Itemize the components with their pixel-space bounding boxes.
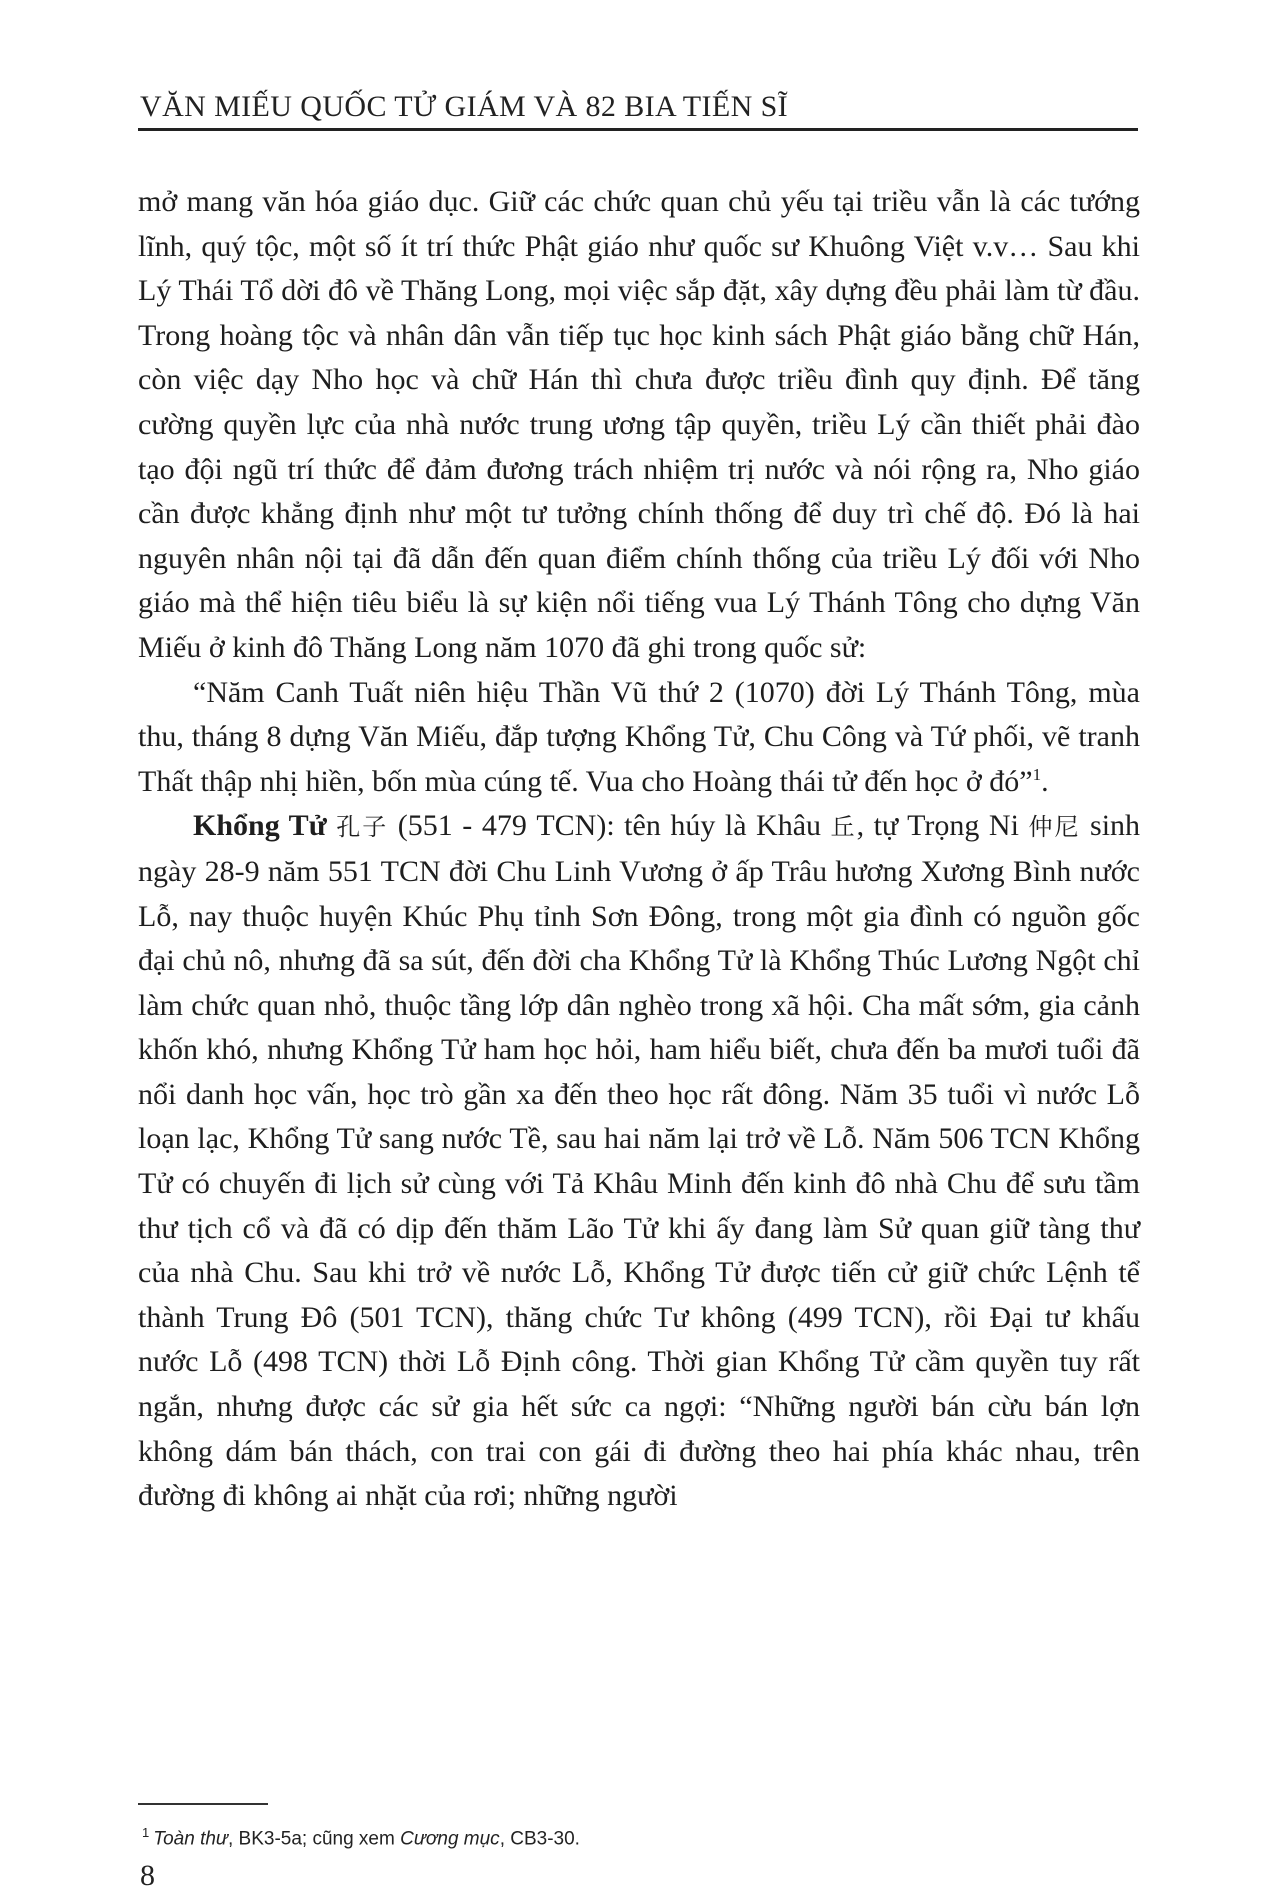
footnote-separator xyxy=(138,1803,268,1805)
paragraph-3-part-b: , tự Trọng Ni xyxy=(856,809,1029,843)
footnote-source-2: Cương mục xyxy=(400,1828,500,1850)
header-rule xyxy=(138,128,1138,131)
cjk-name-2: 丘 xyxy=(830,813,857,842)
paragraph-3 xyxy=(138,804,1140,1519)
footnote-text-1: , BK3-5a; cũng xem xyxy=(227,1828,401,1850)
footnote xyxy=(142,1825,580,1850)
quote-end: . xyxy=(1041,764,1049,798)
quote-text: “Năm Canh Tuất niên hiệu Thần Vũ thứ 2 (1070) đời Lý Thánh Tông, mùa thu, tháng 8 dựng Văn Miếu, đắp tượng Khổng Tử, Chu Công và Tứ phối, vẽ tranh Thất thập nhị hiền, bốn mùa cúng tế. Vua cho Hoàng thái tử đến học ở đó” xyxy=(138,675,1140,798)
footnote-text-2: , CB3-30. xyxy=(499,1828,580,1850)
paragraph-2 xyxy=(138,671,1140,805)
running-header xyxy=(138,84,1138,128)
cjk-name-3: 仲尼 xyxy=(1028,813,1081,842)
footnote-source-1: Toàn thư xyxy=(153,1828,228,1850)
footnote-reference[interactable]: 1 xyxy=(1032,764,1042,784)
term-khong-tu: Khổng Tử xyxy=(193,809,327,843)
cjk-name-1: 孔子 xyxy=(336,813,389,842)
paragraph-3-part-a: (551 - 479 TCN): tên húy là Khâu xyxy=(388,809,831,843)
footnote-mark: 1 xyxy=(142,1825,150,1840)
header-title: VĂN MIẾU QUỐC TỬ GIÁM VÀ 82 BIA TIẾN SĨ xyxy=(140,90,789,123)
body-text xyxy=(138,180,1140,1519)
paragraph-3-part-c: sinh ngày 28-9 năm 551 TCN đời Chu Linh Vương ở ấp Trâu hương Xương Bình nước Lỗ, nay thuộc huyện Khúc Phụ tỉnh Sơn Đông, trong một gia đình có nguồn gốc đại chủ nô, nhưng đã sa sút, đến đời cha Khổng Tử là Khổng Thúc Lương Ngột chỉ làm chức quan nhỏ, thuộc tầng lớp dân nghèo trong xã hội. Cha mất sớm, gia cảnh khốn khó, nhưng Khổng Tử ham học hỏi, ham hiểu biết, chưa đến ba mươi tuổi đã nổi danh học vấn, học trò gần xa đến theo học rất đông. Năm 35 tuổi vì nước Lỗ loạn lạc, Khổng Tử sang nước Tề, sau hai năm lại trở về Lỗ. Năm 506 TCN Khổng Tử có chuyến đi lịch sử cùng với Tả Khâu Minh đến kinh đô nhà Chu để sưu tầm thư tịch cổ và đã có dịp đến thăm Lão Tử khi ấy đang làm Sử quan giữ tàng thư của nhà Chu. Sau khi trở về nước Lỗ, Khổng Tử được tiến cử giữ chức Lệnh tể thành Trung Đô (501 TCN), thăng chức Tư không (499 TCN), rồi Đại tư khấu nước Lỗ (498 TCN) thời Lỗ Định công. Thời gian Khổng Tử cầm quyền tuy rất ngắn, nhưng được các sử gia hết sức ca ngợi: “Những người bán cừu bán lợn không dám bán thách, con trai con gái đi đường theo hai phía khác nhau, trên đường đi không ai nhặt của rơi; những người xyxy=(138,809,1141,1513)
paragraph-1: mở mang văn hóa giáo dục. Giữ các chức quan chủ yếu tại triều vẫn là các tướng lĩnh, quý tộc, một số ít trí thức Phật giáo như quốc sư Khuông Việt v.v… Sau khi Lý Thái Tổ dời đô về Thăng Long, mọi việc sắp đặt, xây dựng đều phải làm từ đầu. Trong hoàng tộc và nhân dân vẫn tiếp tục học kinh sách Phật giáo bằng chữ Hán, còn việc dạy Nho học và chữ Hán thì chưa được triều đình quy định. Để tăng cường quyền lực của nhà nước trung ương tập quyền, triều Lý cần thiết phải đào tạo đội ngũ trí thức để đảm đương trách nhiệm trị nước và nói rộng ra, Nho giáo cần được khẳng định như một tư tưởng chính thống để duy trì chế độ. Đó là hai nguyên nhân nội tại đã dẫn đến quan điểm chính thống của triều Lý đối với Nho giáo mà thể hiện tiêu biểu là sự kiện nổi tiếng vua Lý Thánh Tông cho dựng Văn Miếu ở kinh đô Thăng Long năm 1070 đã ghi trong quốc sử: xyxy=(138,185,1140,664)
page-number: 8 xyxy=(140,1859,155,1892)
